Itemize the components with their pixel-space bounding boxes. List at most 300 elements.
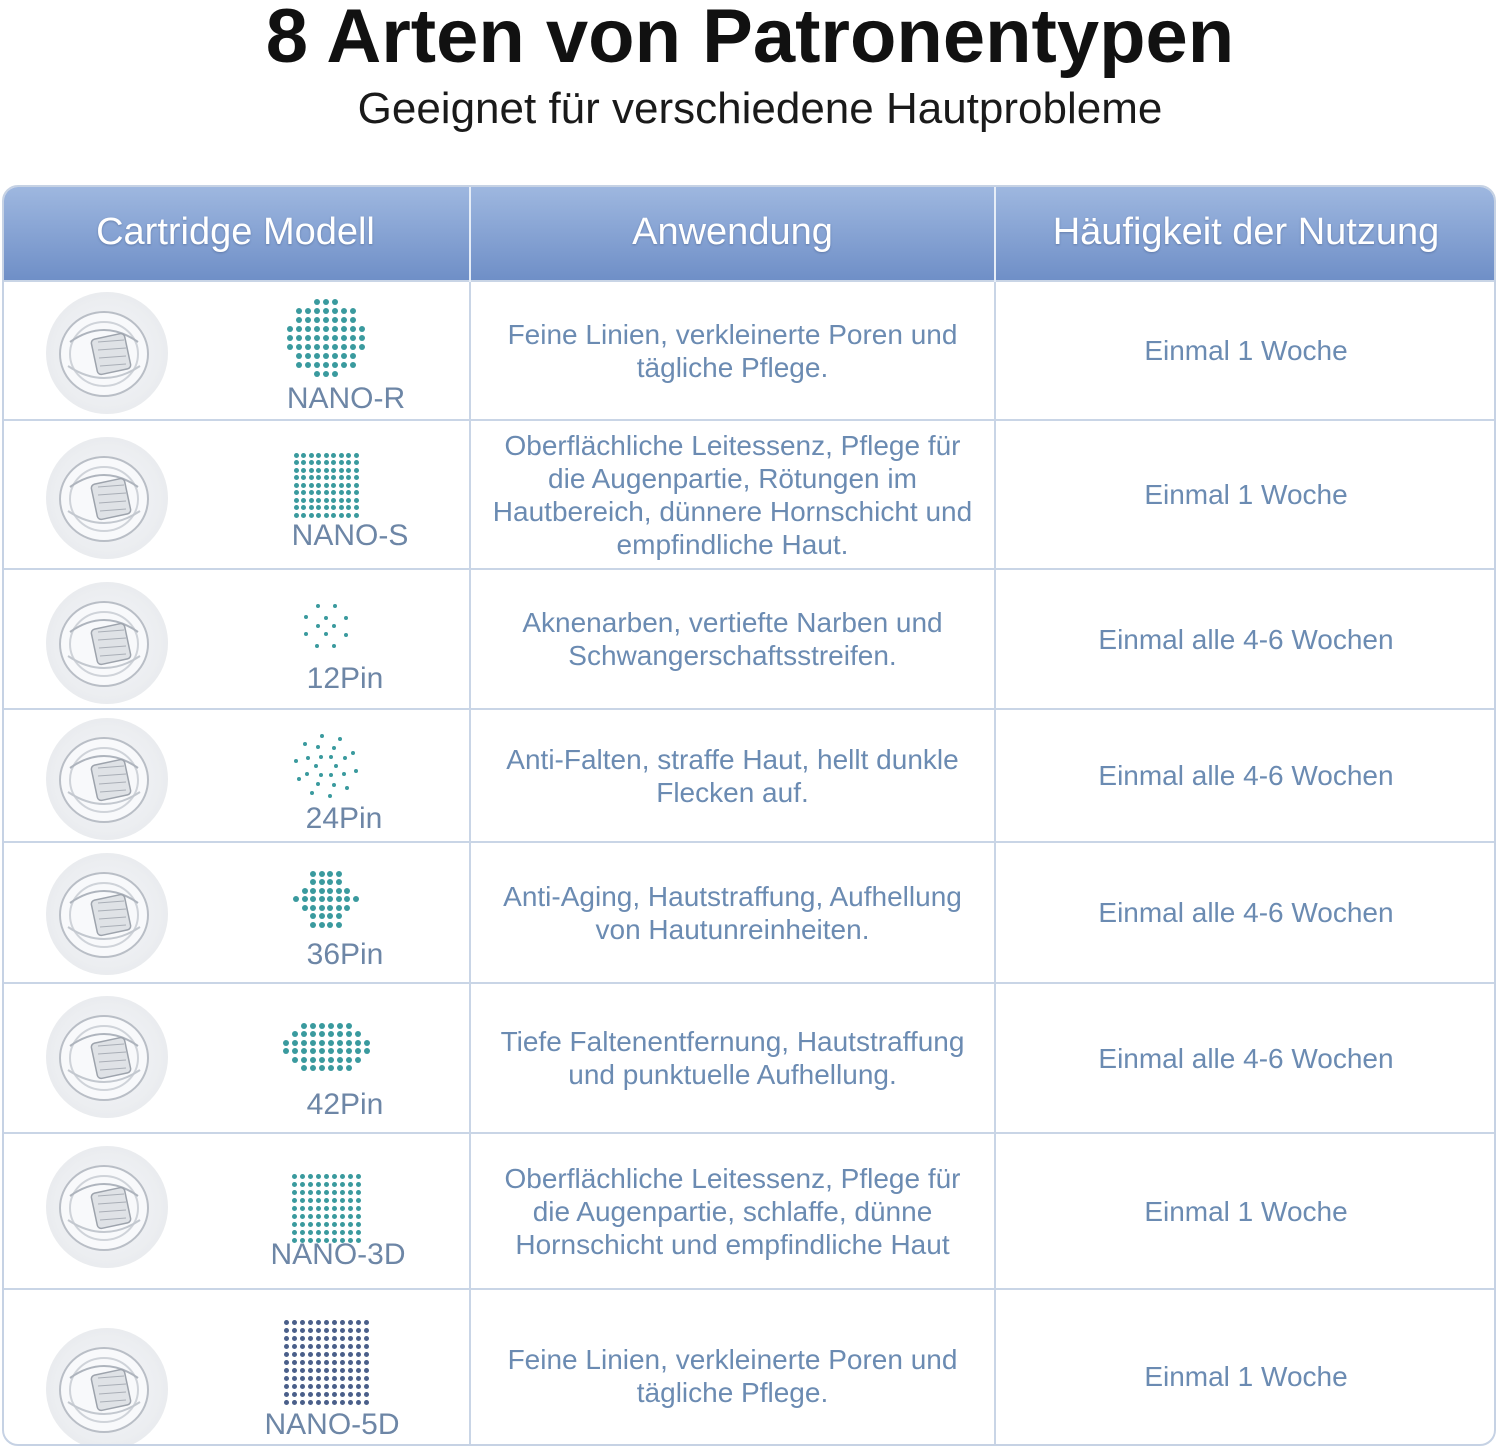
pin-dot xyxy=(292,1400,297,1405)
cartridge-icon xyxy=(46,996,168,1118)
pin-dot xyxy=(332,746,336,750)
pin-dot xyxy=(319,922,325,928)
pin-dot xyxy=(319,888,325,894)
pin-dot xyxy=(336,888,342,894)
pin-dot xyxy=(292,1031,298,1037)
pin-dot xyxy=(340,1384,345,1389)
pin-dot xyxy=(348,1392,353,1397)
pin-dot xyxy=(339,453,344,458)
pin-dot xyxy=(308,1392,313,1397)
pin-dot xyxy=(340,1230,345,1235)
pin-dot xyxy=(292,1198,297,1203)
pin-dot xyxy=(310,1040,316,1046)
pin-dot xyxy=(329,773,333,777)
pin-dot xyxy=(340,1222,345,1227)
pin-dot xyxy=(310,905,316,911)
pin-dot xyxy=(310,1023,316,1029)
cell-model xyxy=(2,983,470,1133)
pin-dot xyxy=(316,1376,321,1381)
pin-dot xyxy=(292,1360,297,1365)
pin-dot xyxy=(300,1198,305,1203)
pin-dot xyxy=(332,353,338,359)
pin-dot xyxy=(309,513,314,518)
pin-dot xyxy=(348,1182,353,1187)
pin-dot xyxy=(308,1320,313,1325)
pin-dot xyxy=(296,344,302,350)
pin-dot xyxy=(314,317,320,323)
pin-dot xyxy=(332,1376,337,1381)
pin-dot xyxy=(337,1031,343,1037)
pin-dot xyxy=(324,1198,329,1203)
pin-dot xyxy=(300,1336,305,1341)
pin-dot xyxy=(332,1400,337,1405)
pin-dot xyxy=(356,1360,361,1365)
pin-dot xyxy=(305,308,311,314)
pin-dot xyxy=(292,1048,298,1054)
pin-pattern-icon xyxy=(286,447,366,523)
pin-dot xyxy=(340,1336,345,1341)
pin-dot xyxy=(310,1048,316,1054)
pin-dot xyxy=(350,335,356,341)
pin-dot xyxy=(300,1392,305,1397)
pin-dot xyxy=(328,794,332,798)
pin-dot xyxy=(310,879,316,885)
pin-dot xyxy=(308,1174,313,1179)
cartridge-image xyxy=(46,1146,168,1268)
pin-dot xyxy=(292,1230,297,1235)
pin-dot xyxy=(346,1057,352,1063)
pin-dot xyxy=(339,460,344,465)
cell-frequency: Einmal 1 Woche xyxy=(995,1289,1496,1446)
pin-dot xyxy=(332,1198,337,1203)
pin-dot xyxy=(284,1352,289,1357)
pin-dot xyxy=(328,1048,334,1054)
pin-dot xyxy=(354,468,359,473)
pin-dot xyxy=(296,353,302,359)
pin-dot xyxy=(301,483,306,488)
pin-dot xyxy=(324,1190,329,1195)
pin-dot xyxy=(332,1368,337,1373)
cell-application: Tiefe Faltenentfernung, Hautstraffung und punktuelle Aufhellung. xyxy=(470,983,995,1133)
model-label: 42Pin xyxy=(306,1088,384,1121)
pin-dot xyxy=(316,490,321,495)
pin-dot xyxy=(304,632,308,636)
pin-dot xyxy=(287,335,293,341)
pin-dot xyxy=(329,755,333,759)
pin-dot xyxy=(354,453,359,458)
pin-dot xyxy=(356,1174,361,1179)
pin-dot xyxy=(364,1336,369,1341)
pin-dot xyxy=(297,777,301,781)
pin-dot xyxy=(284,1344,289,1349)
pin-dot xyxy=(324,1214,329,1219)
pin-dot xyxy=(301,505,306,510)
pin-dot xyxy=(348,1352,353,1357)
pin-dot xyxy=(324,1206,329,1211)
pin-dot xyxy=(327,888,333,894)
pin-dot xyxy=(364,1376,369,1381)
pin-dot xyxy=(300,1214,305,1219)
pin-dot xyxy=(340,1174,345,1179)
pin-dot xyxy=(356,1198,361,1203)
pin-dot xyxy=(332,1230,337,1235)
pin-dot xyxy=(309,505,314,510)
pin-dot xyxy=(340,1198,345,1203)
pin-dot xyxy=(308,1230,313,1235)
pin-dot xyxy=(348,1206,353,1211)
pin-dot xyxy=(344,905,350,911)
pin-dot xyxy=(323,344,329,350)
pin-dot xyxy=(296,335,302,341)
pin-dot xyxy=(324,1336,329,1341)
pin-dot xyxy=(344,888,350,894)
pin-dot xyxy=(316,624,320,628)
cell-model xyxy=(2,709,470,842)
pin-dot xyxy=(316,468,321,473)
pin-dot xyxy=(364,1400,369,1405)
pin-dot xyxy=(346,1048,352,1054)
cartridge-image xyxy=(46,996,168,1118)
pin-dot xyxy=(301,460,306,465)
cell-frequency: Einmal alle 4-6 Wochen xyxy=(995,709,1496,842)
pin-dot xyxy=(339,475,344,480)
cell-application: Oberflächliche Leitessenz, Pflege für die Augenpartie, Rötungen im Hautbereich, dünnere Hornschicht und empfindliche Haut. xyxy=(470,420,995,569)
pin-dot xyxy=(336,896,342,902)
pin-dot xyxy=(340,1190,345,1195)
pin-dot xyxy=(340,1206,345,1211)
pin-dot xyxy=(355,1048,361,1054)
pin-dot xyxy=(355,1057,361,1063)
pin-dot xyxy=(324,1360,329,1365)
pin-dot xyxy=(336,871,342,877)
pin-dot xyxy=(292,1057,298,1063)
pin-dot xyxy=(316,1392,321,1397)
pin-dot xyxy=(305,362,311,368)
pin-dot xyxy=(331,468,336,473)
pin-dot xyxy=(356,1384,361,1389)
pin-dot xyxy=(308,1400,313,1405)
pin-dot xyxy=(324,498,329,503)
cartridge-image xyxy=(46,1328,168,1446)
pin-dot xyxy=(284,1384,289,1389)
pin-dot xyxy=(356,1336,361,1341)
pin-dot xyxy=(292,1336,297,1341)
pin-dot xyxy=(354,505,359,510)
pin-dot xyxy=(316,505,321,510)
pin-dot xyxy=(340,1352,345,1357)
pin-dot xyxy=(327,922,333,928)
pin-dot xyxy=(346,490,351,495)
pin-dot xyxy=(350,317,356,323)
pin-dot xyxy=(314,362,320,368)
pin-dot xyxy=(292,1368,297,1373)
pin-dot xyxy=(350,308,356,314)
pin-dot xyxy=(316,460,321,465)
pin-dot xyxy=(346,513,351,518)
pin-dot xyxy=(346,460,351,465)
pin-dot xyxy=(359,344,365,350)
pin-dot xyxy=(332,1182,337,1187)
pin-dot xyxy=(364,1344,369,1349)
pin-dot xyxy=(287,344,293,350)
pin-dot xyxy=(294,490,299,495)
pin-dot xyxy=(324,1376,329,1381)
pin-dot xyxy=(340,1320,345,1325)
pin-dot xyxy=(316,1174,321,1179)
cartridge-icon xyxy=(46,437,168,559)
pin-dot xyxy=(316,1352,321,1357)
pin-dot xyxy=(341,308,347,314)
pin-dot xyxy=(300,1352,305,1357)
pin-dot xyxy=(346,1031,352,1037)
pin-dot xyxy=(348,1328,353,1333)
pin-dot xyxy=(300,1368,305,1373)
pin-dot xyxy=(332,317,338,323)
pin-dot xyxy=(308,1344,313,1349)
pin-dot xyxy=(346,498,351,503)
pin-dot xyxy=(314,344,320,350)
pin-dot xyxy=(324,1222,329,1227)
pin-dot xyxy=(350,344,356,350)
pin-dot xyxy=(341,335,347,341)
pin-dot xyxy=(348,1368,353,1373)
pin-dot xyxy=(332,783,336,787)
cell-frequency: Einmal 1 Woche xyxy=(995,420,1496,569)
pin-dot xyxy=(324,490,329,495)
pin-dot xyxy=(314,308,320,314)
pin-dot xyxy=(308,1198,313,1203)
pin-dot xyxy=(294,513,299,518)
pin-dot xyxy=(309,468,314,473)
pin-dot xyxy=(340,1360,345,1365)
pin-dot xyxy=(364,1048,370,1054)
model-label: NANO-S xyxy=(291,519,409,552)
pin-dot xyxy=(310,888,316,894)
pin-dot xyxy=(348,1320,353,1325)
pin-dot xyxy=(332,299,338,305)
pin-dot xyxy=(319,755,323,759)
pin-dot xyxy=(338,737,342,741)
pin-dot xyxy=(336,879,342,885)
pin-dot xyxy=(301,490,306,495)
pin-dot xyxy=(319,1040,325,1046)
pin-dot xyxy=(344,616,348,620)
pin-dot xyxy=(327,871,333,877)
pin-dot xyxy=(324,1368,329,1373)
pin-dot xyxy=(348,1198,353,1203)
pin-dot xyxy=(346,468,351,473)
pin-dot xyxy=(356,1376,361,1381)
pin-dot xyxy=(287,326,293,332)
table-row xyxy=(2,281,1496,420)
pin-dot xyxy=(306,756,310,760)
pin-dot xyxy=(300,1400,305,1405)
pin-dot xyxy=(354,475,359,480)
pin-dot xyxy=(314,326,320,332)
pin-dot xyxy=(332,1360,337,1365)
table-row xyxy=(2,569,1496,709)
pin-pattern-icon xyxy=(286,1170,366,1246)
pin-dot xyxy=(300,1174,305,1179)
pin-dot xyxy=(316,1368,321,1373)
pin-dot xyxy=(331,460,336,465)
pin-dot xyxy=(300,1230,305,1235)
pin-dot xyxy=(354,483,359,488)
pin-dot xyxy=(314,353,320,359)
table-row xyxy=(2,709,1496,842)
pin-dot xyxy=(319,905,325,911)
pin-dot xyxy=(332,1328,337,1333)
pin-dot xyxy=(356,1368,361,1373)
pin-dot xyxy=(319,913,325,919)
pin-dot xyxy=(346,453,351,458)
pin-dot xyxy=(300,1384,305,1389)
pin-dot xyxy=(324,475,329,480)
pin-dot xyxy=(356,1400,361,1405)
pin-dot xyxy=(323,299,329,305)
pin-dot xyxy=(333,604,337,608)
pin-dot xyxy=(332,1222,337,1227)
header-application: Anwendung xyxy=(470,185,995,281)
pin-dot xyxy=(292,1344,297,1349)
pin-dot xyxy=(340,1214,345,1219)
pin-dot xyxy=(308,1206,313,1211)
pin-dot xyxy=(303,742,307,746)
pin-dot xyxy=(292,1222,297,1227)
pin-dot xyxy=(316,1230,321,1235)
pin-dot xyxy=(332,371,338,377)
pin-dot xyxy=(308,1190,313,1195)
pin-dot xyxy=(305,772,309,776)
pin-dot xyxy=(301,1023,307,1029)
pin-dot xyxy=(324,1320,329,1325)
pin-dot xyxy=(327,905,333,911)
pin-dot xyxy=(334,764,338,768)
pin-dot xyxy=(310,1031,316,1037)
pin-dot xyxy=(332,624,336,628)
pin-dot xyxy=(364,1352,369,1357)
pin-dot xyxy=(316,1344,321,1349)
cell-model xyxy=(2,420,470,569)
pin-dot xyxy=(346,1065,352,1071)
pin-dot xyxy=(284,1400,289,1405)
pin-dot xyxy=(356,1352,361,1357)
cartridge-icon xyxy=(46,292,168,414)
pin-dot xyxy=(319,896,325,902)
pin-dot xyxy=(328,1031,334,1037)
pin-dot xyxy=(310,1057,316,1063)
pin-dot xyxy=(332,362,338,368)
pin-dot xyxy=(327,879,333,885)
pin-dot xyxy=(308,1222,313,1227)
pin-dot xyxy=(364,1368,369,1373)
pin-dot xyxy=(332,1352,337,1357)
pin-pattern-icon xyxy=(286,861,366,937)
pin-dot xyxy=(300,1328,305,1333)
pin-dot xyxy=(356,1182,361,1187)
pin-dot xyxy=(332,1336,337,1341)
pin-dot xyxy=(354,769,358,773)
pin-dot xyxy=(341,326,347,332)
pin-dot xyxy=(337,1023,343,1029)
pin-dot xyxy=(292,1174,297,1179)
pin-dot xyxy=(344,896,350,902)
pin-dot xyxy=(316,1214,321,1219)
pin-dot xyxy=(323,308,329,314)
pin-dot xyxy=(348,1360,353,1365)
pin-dot xyxy=(346,505,351,510)
pin-dot xyxy=(316,1320,321,1325)
pin-dot xyxy=(309,453,314,458)
pin-dot xyxy=(300,1222,305,1227)
pin-dot xyxy=(353,896,359,902)
pin-dot xyxy=(323,353,329,359)
pin-dot xyxy=(340,1392,345,1397)
pin-dot xyxy=(316,1328,321,1333)
pin-dot xyxy=(309,490,314,495)
table-row xyxy=(2,420,1496,569)
pin-dot xyxy=(332,1190,337,1195)
pin-dot xyxy=(364,1040,370,1046)
pin-dot xyxy=(359,326,365,332)
header-frequency: Häufigkeit der Nutzung xyxy=(995,185,1496,281)
pin-dot xyxy=(324,616,328,620)
pin-dot xyxy=(324,1230,329,1235)
pin-dot xyxy=(305,335,311,341)
pin-dot xyxy=(308,1384,313,1389)
pin-dot xyxy=(364,1384,369,1389)
pin-dot xyxy=(316,1384,321,1389)
pin-dot xyxy=(301,1057,307,1063)
cell-frequency: Einmal alle 4-6 Wochen xyxy=(995,569,1496,709)
pin-dot xyxy=(324,1392,329,1397)
pin-dot xyxy=(300,1376,305,1381)
pin-dot xyxy=(292,1376,297,1381)
pin-dot xyxy=(292,1392,297,1397)
pin-dot xyxy=(324,1352,329,1357)
pin-dot xyxy=(355,1031,361,1037)
pin-dot xyxy=(320,734,324,738)
pin-dot xyxy=(294,475,299,480)
page-subtitle: Geeignet für verschiedene Hautprobleme xyxy=(357,84,1163,133)
pin-dot xyxy=(319,1031,325,1037)
pin-dot xyxy=(348,1344,353,1349)
pin-dot xyxy=(296,317,302,323)
pin-dot xyxy=(324,1182,329,1187)
pin-dot xyxy=(348,1190,353,1195)
pin-dot xyxy=(319,773,323,777)
pin-dot xyxy=(336,913,342,919)
pin-dot xyxy=(302,888,308,894)
pin-dot xyxy=(302,896,308,902)
pin-dot xyxy=(344,633,348,637)
cartridge-image xyxy=(46,437,168,559)
pin-dot xyxy=(296,362,302,368)
pin-dot xyxy=(343,756,347,760)
pin-dot xyxy=(323,362,329,368)
pin-dot xyxy=(328,1065,334,1071)
model-label: 24Pin xyxy=(305,802,383,835)
pin-dot xyxy=(339,468,344,473)
model-label: 12Pin xyxy=(306,662,384,695)
pin-dot xyxy=(339,483,344,488)
pin-dot xyxy=(283,1040,289,1046)
cell-frequency: Einmal alle 4-6 Wochen xyxy=(995,842,1496,983)
pin-dot xyxy=(351,751,355,755)
cell-application: Anti-Falten, straffe Haut, hellt dunkle Flecken auf. xyxy=(470,709,995,842)
pin-dot xyxy=(323,326,329,332)
pin-dot xyxy=(345,786,349,790)
